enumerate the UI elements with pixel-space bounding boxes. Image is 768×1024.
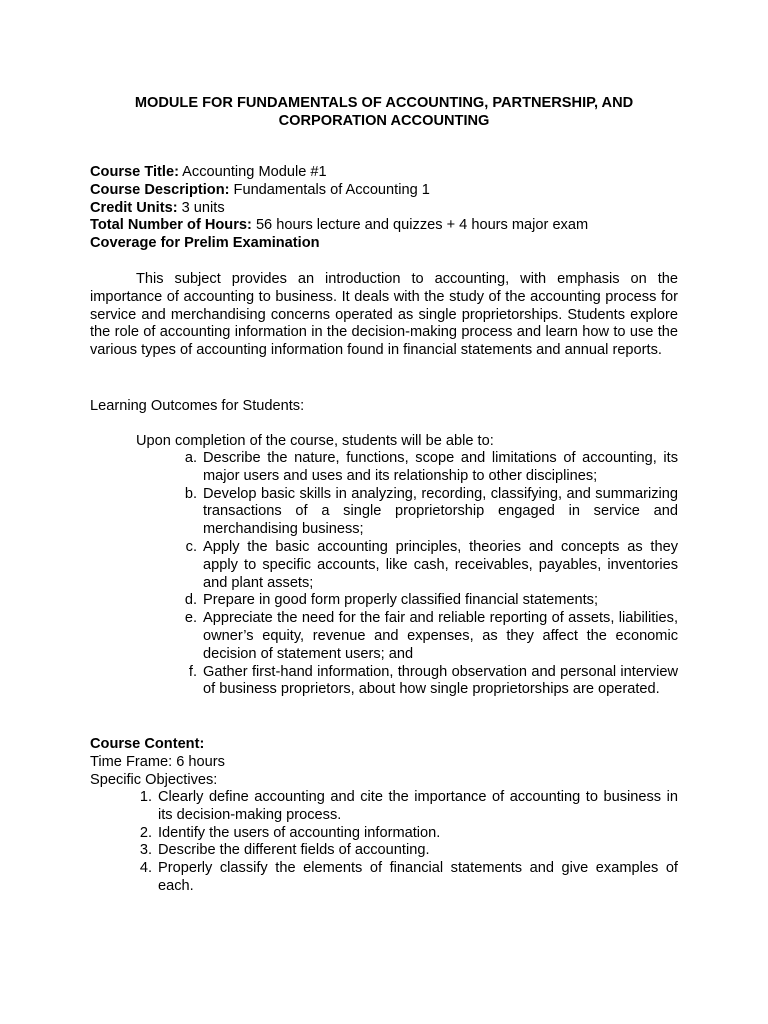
learning-outcomes-heading: Learning Outcomes for Students: [90, 398, 305, 414]
credit-units-value: 3 units [177, 199, 225, 216]
list-item [139, 842, 678, 860]
course-description-label: Course Description: [90, 181, 230, 198]
list-item-text: Describe the nature, functions, scope and limitations of accounting, its major users and uses and its relationship to other disciplines; [203, 450, 678, 484]
list-marker: f. [188, 663, 197, 680]
course-title-label: Course Title: [90, 164, 179, 180]
title-line-2: CORPORATION ACCOUNTING [278, 113, 490, 129]
learning-outcomes-intro: Upon completion of the course, students will be able to: [136, 433, 494, 449]
course-info [90, 164, 690, 253]
list-marker: a. [184, 450, 197, 466]
course-content-section [90, 736, 690, 789]
list-marker: 1. [139, 789, 152, 805]
list-item [184, 592, 678, 610]
list-item [139, 860, 678, 896]
list-marker: 2. [139, 824, 152, 841]
learning-outcomes-list [184, 450, 678, 699]
document-title [90, 94, 678, 130]
list-item [184, 485, 678, 539]
list-item [139, 824, 678, 843]
credit-units-label: Credit Units: [90, 199, 178, 216]
list-marker: 4. [139, 860, 152, 877]
list-item [184, 450, 678, 486]
course-description-value: Fundamentals of Accounting 1 [229, 181, 430, 198]
list-item [139, 789, 678, 825]
list-item [188, 663, 678, 700]
list-item-text: Describe the different fields of accounting. [158, 842, 430, 859]
list-item-text: Apply the basic accounting principles, theories and concepts as they apply to specific accounts, like cash, receivables, payables, inventories and plant assets; [203, 538, 678, 591]
title-line-1: MODULE FOR FUNDAMENTALS OF ACCOUNTING, PARTNERSHIP, AND [134, 95, 634, 111]
list-item-text: Appreciate the need for the fair and reliable reporting of assets, liabilities, owner’s equity, revenue and expenses, as they affect the economic decision of statement users; and [203, 610, 678, 662]
coverage-heading: Coverage for Prelim Examination [90, 235, 320, 252]
total-hours-value: 56 hours lecture and quizzes + 4 hours major exam [251, 217, 589, 234]
list-item-text: Prepare in good form properly classified financial statements; [203, 592, 599, 609]
total-hours-label: Total Number of Hours: [90, 217, 252, 234]
list-item [184, 610, 678, 663]
list-marker: d. [184, 592, 197, 609]
list-marker: 3. [139, 842, 152, 859]
course-title-row [90, 164, 690, 182]
total-hours-row [90, 217, 690, 235]
list-item [185, 538, 678, 592]
intro-paragraph: This subject provides an introduction to accounting, with emphasis on the importance of accounting to business. It deals with the study of the accounting process for service and merchandising concerns operated as single proprietorships. Students explore the role of accounting information in the decision-making process and learn how to use the various types of accounting information found in financial statements and annual reports. [90, 271, 678, 359]
list-marker: e. [184, 610, 197, 627]
course-title-value: Accounting Module #1 [178, 164, 327, 180]
list-item-text: Develop basic skills in analyzing, recording, classifying, and summarizing transactions of a single proprietorship engaged in service and merchandising business; [203, 485, 678, 538]
course-content-heading: Course Content: [90, 736, 205, 752]
specific-objectives-list [139, 789, 678, 896]
list-item-text: Properly classify the elements of financial statements and give examples of each. [158, 860, 678, 894]
specific-objectives-heading: Specific Objectives: [90, 771, 218, 788]
credit-units-row [90, 200, 690, 218]
list-item-text: Identify the users of accounting information. [158, 824, 441, 841]
time-frame: Time Frame: 6 hours [90, 753, 225, 770]
list-item-text: Gather first-hand information, through observation and personal interview of business proprietors, about how single proprietorships are operated. [203, 663, 678, 698]
list-marker: b. [184, 485, 197, 502]
course-description-row [90, 182, 690, 200]
list-item-text: Clearly define accounting and cite the importance of accounting to business in its decision-making process. [158, 789, 678, 823]
list-marker: c. [185, 538, 197, 555]
